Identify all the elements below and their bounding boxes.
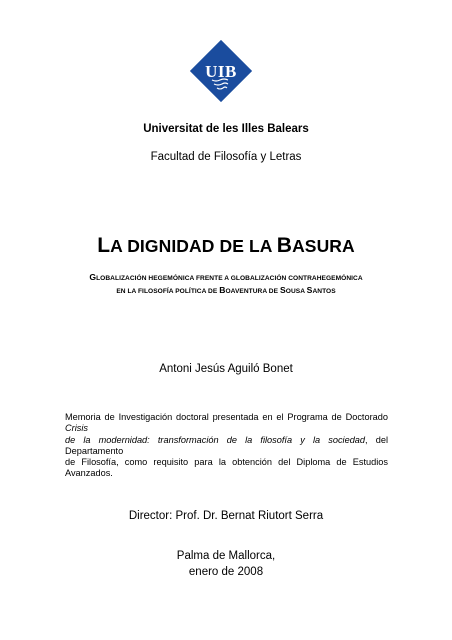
logo-text: UIB — [205, 62, 237, 81]
memoria-line-2-text: , del Departamento — [65, 434, 388, 456]
subtitle-line-2-segment: S — [306, 285, 313, 295]
memoria-program-name-start: Crisis — [65, 423, 88, 434]
subtitle-line-1-segment: G — [89, 272, 97, 282]
subtitle-line-1 — [0, 272, 452, 282]
subtitle-line-2-segment: ANTOS — [312, 288, 336, 295]
memoria-line-1-text: Memoria de Investigación doctoral presentada en el Programa de Doctorado — [65, 412, 388, 422]
date: enero de 2008 — [188, 566, 264, 578]
director-name: Director: Prof. Dr. Bernat Riutort Serra — [128, 510, 324, 522]
university-name: Universitat de les Illes Balears — [143, 123, 309, 135]
subtitle-line-2 — [0, 285, 452, 295]
memoria-program-name-end: de la modernidad: transformación de la filosofía y la sociedad — [65, 434, 366, 445]
subtitle-line-2-segment: S — [279, 285, 286, 295]
uib-logo — [190, 40, 252, 102]
subtitle-line-1-segment: LOBALIZACIÓN HEGEMÓNICA FRENTE A GLOBALIZACIÓN CONTRAHEGEMÓNICA — [96, 275, 363, 282]
faculty-name: Facultad de Filosofía y Letras — [150, 151, 302, 163]
memoria-line-1 — [65, 412, 388, 435]
subtitle-line-2-segment: B — [219, 285, 226, 295]
memoria-line-3: de Filosofía, como requisito para la obtención del Diploma de Estudios Avanzados. — [65, 457, 388, 479]
thesis-title — [0, 234, 452, 258]
place: Palma de Mallorca, — [176, 550, 276, 562]
subtitle-line-2-segment: OAVENTURA DE — [225, 288, 280, 295]
author-name: Antoni Jesús Aguiló Bonet — [159, 363, 293, 375]
title-part-2: ASURA — [292, 236, 355, 256]
memoria-line-2 — [65, 435, 388, 458]
title-part-1: A DIGNIDAD DE LA — [110, 236, 277, 256]
title-initial-b: B — [276, 234, 293, 257]
memoria-statement — [65, 412, 388, 480]
subtitle-line-2-segment: EN LA FILOSOFÍA POLÍTICA DE — [116, 288, 220, 295]
title-initial-l: L — [97, 234, 111, 257]
subtitle-line-2-segment: OUSA — [285, 288, 307, 295]
